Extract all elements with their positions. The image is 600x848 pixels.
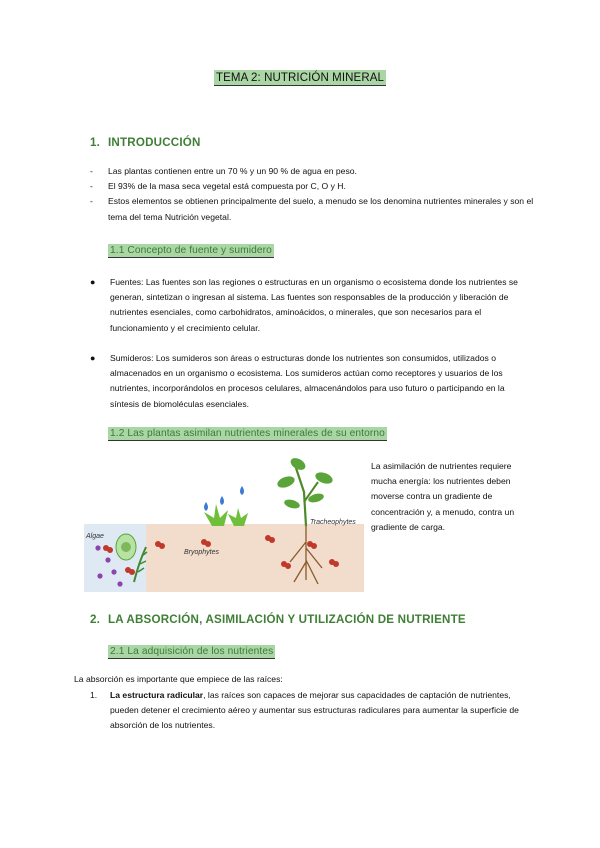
plant-nutrient-figure [84,452,364,592]
list-item: - El 93% de la masa seca vegetal está compuesta por C, O y H. [90,181,346,192]
fuentes-paragraph: ● Fuentes: Las fuentes son las regiones o estructuras en un organismo o ecosistema donde los nutrientes se generan, sintetizan o ingresan al sistema. Las fuentes son responsables de la producción y liberación de nutrientes esenciales, como carbohidratos, aminoácidos, o minerales, que son necesarios para el funcionamiento y el crecimiento celular. [90,277,518,333]
sumideros-paragraph: ● Sumideros: Los sumideros son áreas o estructuras donde los nutrientes son consumidos, utilizados o almacenados en un organismo o ecosistema. Los sumideros actúan como receptores y usuarios de los nutrientes, incorporándolos en procesos celulares, almacenándolos para uso futuro o participando en la síntesis de biomoléculas esenciales. [90,353,505,409]
list-item: - Las plantas contienen entre un 70 % y un 90 % de agua en peso. [90,166,357,176]
subsection-1-2-heading: 1.2 Las plantas asimilan nutrientes minerales de su entorno [110,428,385,439]
tracheophytes-label: Tracheophytes [310,519,356,526]
assimilation-text: La asimilación de nutrientes requiere mucha energía: los nutrientes deben moverse contra un gradiente de concentración y, a menudo, contra un gradiente de carga. [371,461,515,532]
bullet-icon: ● [90,353,96,363]
page-title: TEMA 2: NUTRICIÓN MINERAL [216,72,384,84]
section-2-number: 2. [90,613,101,626]
list-item: 1. La estructura radicular, las raíces son capaces de mejorar sus capacidades de captación de nutrientes, pueden detener el crecimiento aéreo y aumentar sus estructuras radiculares para aumentar la superficie de absorción de los nutrientes. [90,690,519,731]
section-2-heading [90,613,466,626]
subsection-2-1-heading: 2.1 La adquisición de los nutrientes [110,646,274,657]
section-1-title: INTRODUCCIÓN [108,136,201,149]
numbered-list [90,688,540,734]
intro-list [90,164,540,225]
bryophytes-label: Bryophytes [184,549,220,556]
absorption-intro: La absorción es importante que empiece de las raíces: [74,674,283,684]
section-1-heading [90,136,201,149]
soil-area [146,524,364,592]
bullet-icon: ● [90,277,96,287]
section-2-title: LA ABSORCIÓN, ASIMILACIÓN Y UTILIZACIÓN DE NUTRIENTE [108,613,466,626]
item-bold-label: La estructura radicular [110,690,204,700]
list-item: - Estos elementos se obtienen principalmente del suelo, a menudo se los denomina nutrientes minerales y son el tema del tema Nutrición vegetal. [90,196,534,222]
subsection-1-1-heading: 1.1 Concepto de fuente y sumidero [110,245,272,256]
section-1-number: 1. [90,136,101,149]
algae-label: Algae [86,533,104,540]
